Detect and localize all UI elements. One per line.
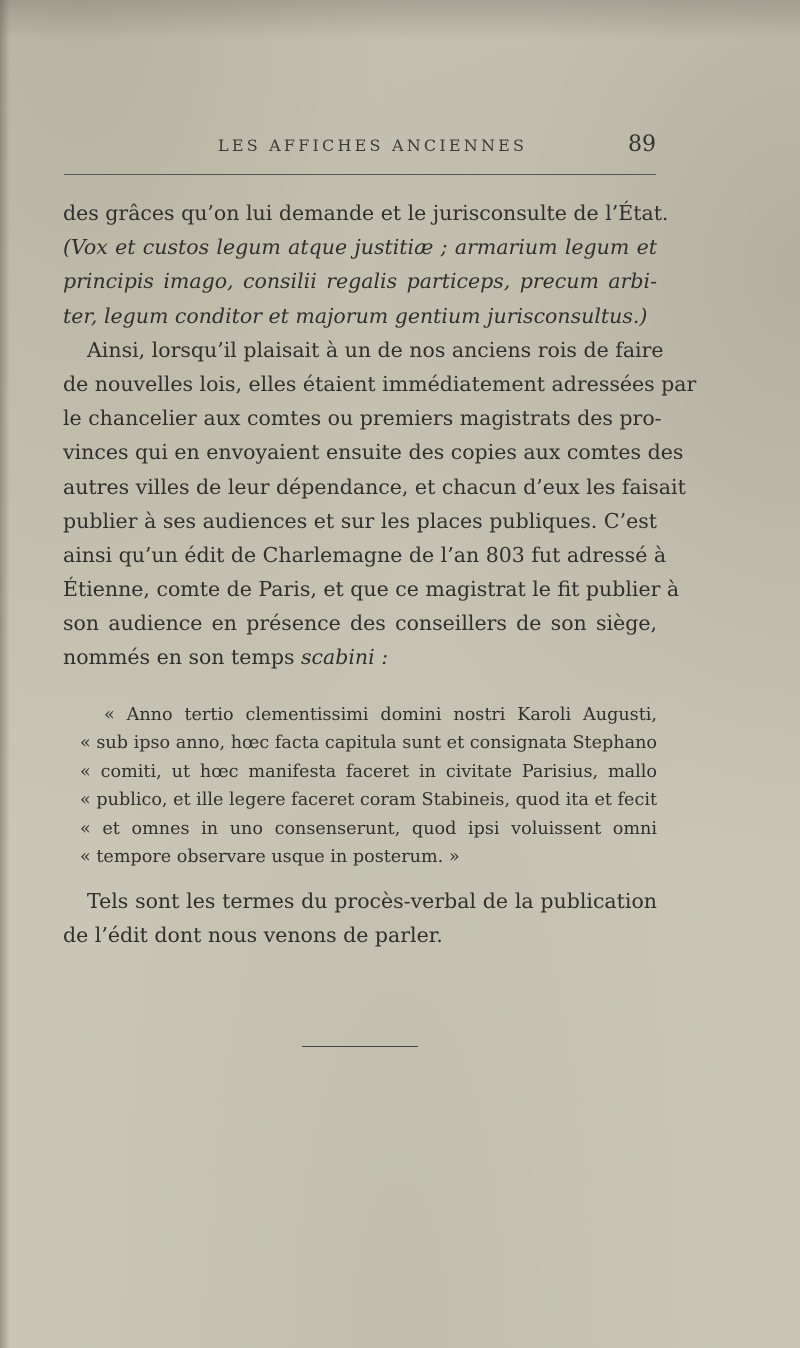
text-line: autres villes de leur dépendance, et chacun d’eux les faisait xyxy=(63,474,686,499)
closing-paragraph xyxy=(63,884,657,952)
quote-line: « comiti, ut hœc manifesta faceret in civitate Parisius, mallo xyxy=(80,761,657,782)
text-line: de l’édit dont nous venons de parler. xyxy=(63,923,443,948)
text-line: ter, legum conditor et majorum gentium jurisconsultus.) xyxy=(63,303,648,328)
text-line: son audience en présence des conseillers de son siège, xyxy=(63,611,657,636)
latin-quotation xyxy=(80,701,657,871)
body-text xyxy=(63,196,697,675)
text-line: Ainsi, lorsqu’il plaisait à un de nos anciens rois de faire xyxy=(87,337,664,362)
section-end-rule xyxy=(302,1046,418,1047)
page-gutter-shadow xyxy=(0,0,10,1348)
quote-line: « publico, et ille legere faceret coram Stabineis, quod ita et fecit xyxy=(80,790,658,811)
text-line: ainsi qu’un édit de Charlemagne de l’an 803 fut adressé à xyxy=(63,542,667,567)
paragraph-2 xyxy=(63,333,697,675)
text-line: (Vox et custos legum atque justitiæ ; armarium legum et xyxy=(63,235,657,260)
paragraph-1 xyxy=(63,196,669,333)
text-line: de nouvelles lois, elles étaient immédiatement adressées par xyxy=(63,371,697,396)
quote-line: « et omnes in uno consenserunt, quod ipsi voluissent omni xyxy=(80,818,657,839)
text-line: publier à ses audiences et sur les places publiques. C’est xyxy=(63,508,657,533)
text-line: Tels sont les termes du procès-verbal de la publication xyxy=(87,889,657,913)
italic-term-scabini: scabini : xyxy=(301,645,389,670)
quote-line: « tempore observare usque in posterum. » xyxy=(80,846,460,867)
text-line: Étienne, comte de Paris, et que ce magistrat le fit publier à xyxy=(63,577,680,602)
text-line xyxy=(63,640,657,674)
page-number: 89 xyxy=(628,132,656,157)
running-head xyxy=(62,132,656,162)
text-line: vinces qui en envoyaient ensuite des copies aux comtes des xyxy=(63,440,684,465)
quote-line: « sub ipso anno, hœc facta capitula sunt et consignata Stephano xyxy=(80,733,657,754)
text-line: le chancelier aux comtes ou premiers magistrats des pro- xyxy=(63,406,662,431)
text-line-start: nommés en son temps xyxy=(63,645,295,670)
quote-line: « Anno tertio clementissimi domini nostri Karoli Augusti, xyxy=(104,705,657,725)
text-line: des grâces qu’on lui demande et le jurisconsulte de l’État. xyxy=(63,201,669,225)
text-line: principis imago, consilii regalis particeps, precum arbi- xyxy=(63,269,657,294)
running-title: LES AFFICHES ANCIENNES xyxy=(218,136,528,155)
header-rule xyxy=(64,174,656,175)
page-top-shadow xyxy=(0,0,800,40)
